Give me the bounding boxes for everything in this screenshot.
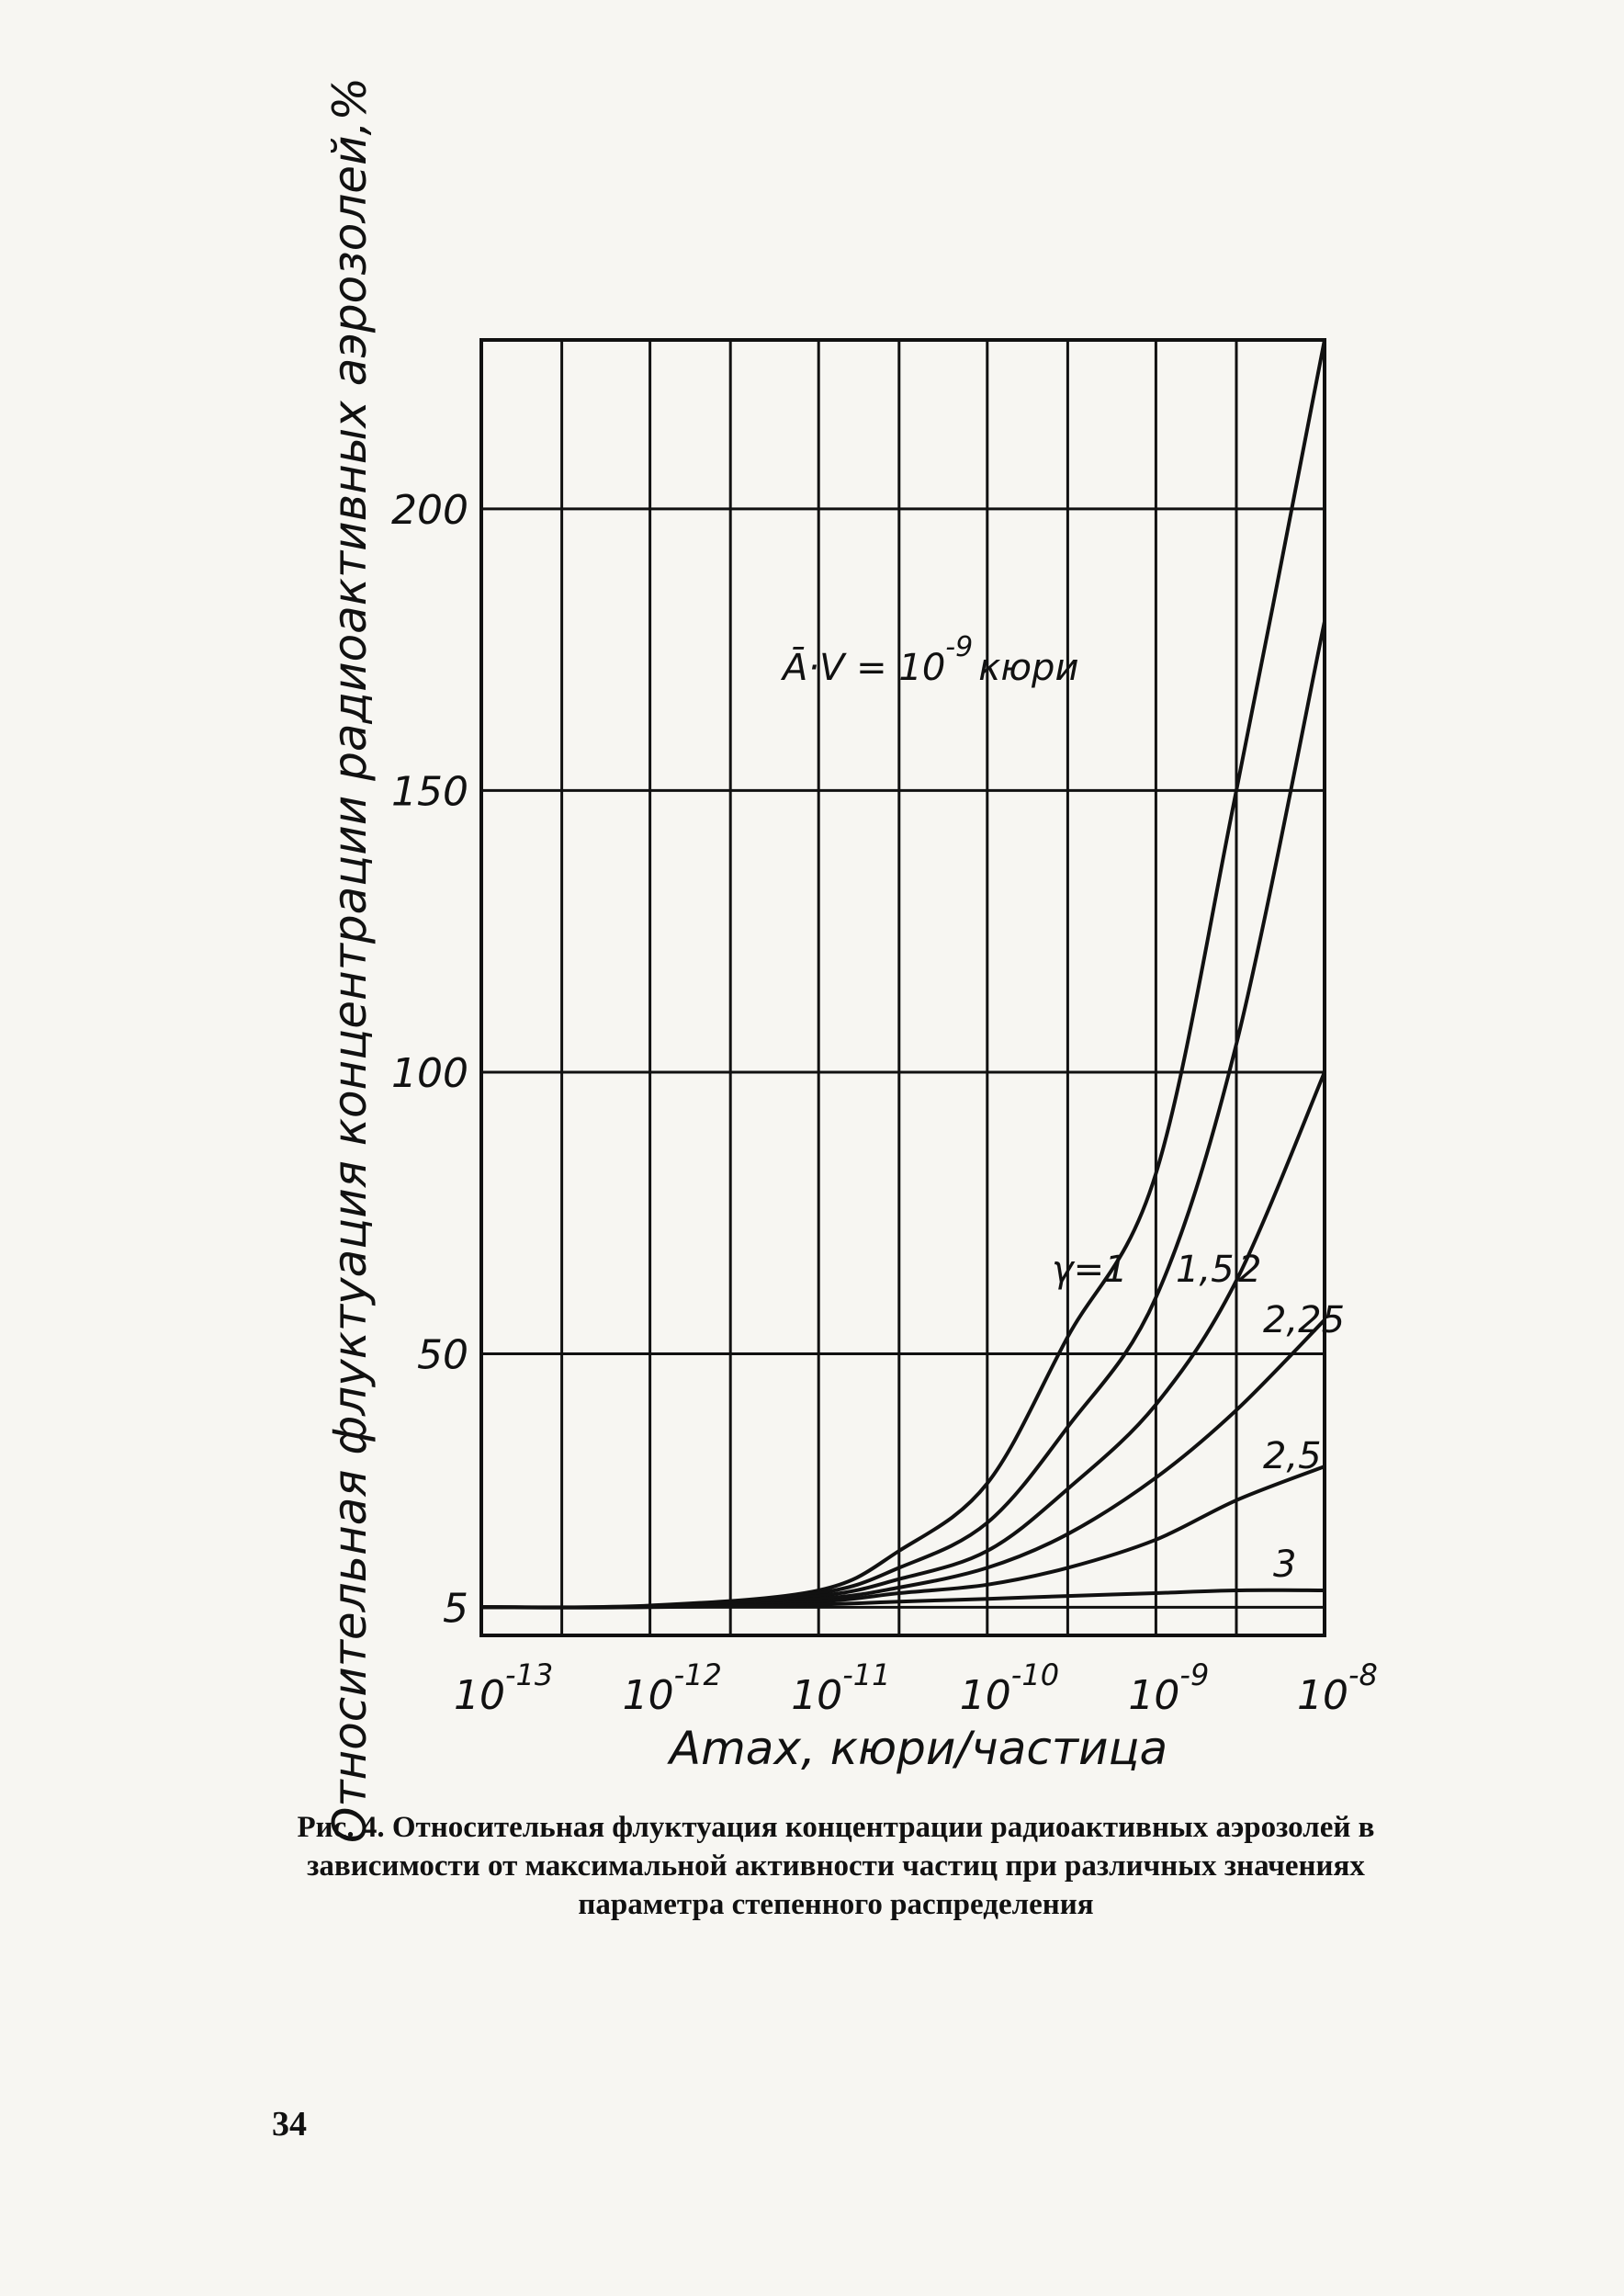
series-label: γ=1 <box>1052 1249 1128 1291</box>
series-label: 2,25 <box>1263 1299 1346 1341</box>
x-tick-exponent: -11 <box>842 1657 891 1692</box>
svg-text:Ā·V = 10-9кюри <box>780 631 1078 689</box>
annotation-lhs: Ā·V = 10 <box>783 647 946 689</box>
x-tick-base: 10 <box>454 1672 505 1719</box>
x-tick-labels <box>454 1657 1378 1719</box>
x-tick-label <box>1128 1657 1209 1719</box>
annotation-exponent: -9 <box>945 631 974 663</box>
y-tick-labels <box>391 487 468 1632</box>
x-tick-label <box>1297 1657 1378 1719</box>
parameter-annotation <box>780 631 1078 689</box>
y-axis-title: Относительная флуктуация концентрации радиоактивных аэрозолей,% <box>323 77 377 1843</box>
x-tick-label <box>791 1657 890 1719</box>
y-tick-label: 100 <box>391 1049 468 1097</box>
series-label: 2 <box>1238 1249 1262 1291</box>
x-tick-exponent: -13 <box>505 1657 554 1692</box>
page-number: 34 <box>272 2105 307 2143</box>
series-line <box>481 340 1325 1607</box>
x-tick-exponent: -12 <box>673 1657 722 1692</box>
curve-labels <box>1052 1249 1345 1586</box>
x-tick-label <box>454 1657 553 1719</box>
x-tick-label <box>623 1657 722 1719</box>
y-tick-label: 200 <box>391 486 468 534</box>
x-tick-exponent: -9 <box>1179 1657 1210 1692</box>
y-tick-label: 50 <box>417 1331 468 1379</box>
x-tick-base: 10 <box>1297 1672 1348 1719</box>
y-tick-label: 150 <box>391 768 468 816</box>
series-label: 1,5 <box>1176 1249 1235 1291</box>
series-label: 3 <box>1273 1544 1297 1586</box>
annotation-rhs: кюри <box>978 647 1079 689</box>
x-tick-base: 10 <box>1128 1672 1180 1719</box>
x-tick-base: 10 <box>791 1672 843 1719</box>
x-tick-exponent: -10 <box>1010 1657 1060 1692</box>
series-line <box>481 1072 1325 1608</box>
x-tick-base: 10 <box>959 1672 1011 1719</box>
figure-caption: Рис. 4. Относительная флуктуация концентрации радиоактивных аэрозолей в зависимости от максимальной активности частиц при различных значениях параметра степенного распределения <box>297 1811 1375 1921</box>
x-tick-exponent: -8 <box>1348 1657 1378 1692</box>
series-label: 2,5 <box>1263 1435 1322 1477</box>
curves <box>481 340 1325 1608</box>
x-axis-title: Amax, кюри/частица <box>669 1722 1168 1775</box>
x-tick-base: 10 <box>622 1672 674 1719</box>
series-line <box>481 622 1325 1608</box>
y-tick-label: 5 <box>443 1585 468 1633</box>
x-tick-label <box>960 1657 1059 1719</box>
